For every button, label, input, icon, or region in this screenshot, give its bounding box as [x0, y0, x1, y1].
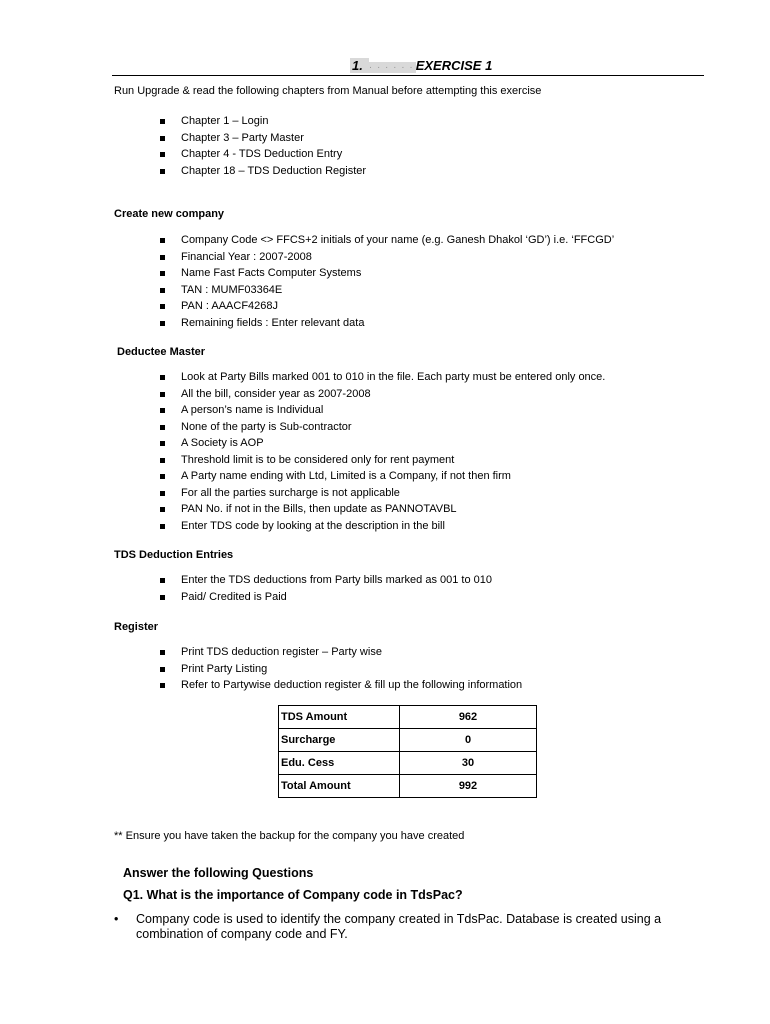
exercise-heading	[350, 58, 492, 73]
table-cell-value: 962	[400, 706, 537, 729]
list-item: PAN : AAACF4268J	[160, 298, 614, 315]
list-item: Print Party Listing	[160, 661, 522, 678]
table-row	[279, 706, 537, 729]
list-item: PAN No. if not in the Bills, then update as PANNOTAVBL	[160, 501, 605, 518]
table-cell-label: Surcharge	[279, 729, 400, 752]
list-item: Name Fast Facts Computer Systems	[160, 265, 614, 282]
list-item: Paid/ Credited is Paid	[160, 589, 492, 606]
list-item: All the bill, consider year as 2007-2008	[160, 386, 605, 403]
heading-title: EXERCISE 1	[415, 58, 493, 73]
list-item: For all the parties surcharge is not applicable	[160, 485, 605, 502]
summary-table	[278, 705, 537, 798]
intro-text: Run Upgrade & read the following chapters from Manual before attempting this exercise	[114, 85, 542, 97]
table-cell-value: 30	[400, 752, 537, 775]
table-row	[279, 729, 537, 752]
table-cell-value: 992	[400, 775, 537, 798]
create-company-list	[160, 232, 614, 331]
tds-entries-list	[160, 572, 492, 605]
heading-dots: · · · · · ·	[368, 62, 414, 73]
table-row	[279, 752, 537, 775]
question-1: Q1. What is the importance of Company code in TdsPac?	[123, 888, 463, 902]
list-item: TAN : MUMF03364E	[160, 282, 614, 299]
register-list	[160, 644, 522, 694]
table-row	[279, 775, 537, 798]
list-item: Threshold limit is to be considered only for rent payment	[160, 452, 605, 469]
list-item: Chapter 4 - TDS Deduction Entry	[160, 146, 366, 163]
section-title-tds-entries: TDS Deduction Entries	[114, 549, 234, 561]
deductee-master-list	[160, 369, 605, 534]
exercise-heading-rule	[112, 58, 704, 76]
list-item: Refer to Partywise deduction register & fill up the following information	[160, 677, 522, 694]
section-title-deductee-master: Deductee Master	[117, 346, 206, 358]
list-item: Chapter 3 – Party Master	[160, 130, 366, 147]
table-cell-label: TDS Amount	[279, 706, 400, 729]
answers-title: Answer the following Questions	[123, 866, 314, 880]
table-cell-value: 0	[400, 729, 537, 752]
list-item: A Society is AOP	[160, 435, 605, 452]
list-item: None of the party is Sub-contractor	[160, 419, 605, 436]
bullet-icon: •	[114, 912, 119, 926]
list-item: Print TDS deduction register – Party wise	[160, 644, 522, 661]
list-item: Chapter 1 – Login	[160, 113, 366, 130]
list-item: Remaining fields : Enter relevant data	[160, 315, 614, 332]
list-item: Financial Year : 2007-2008	[160, 249, 614, 266]
section-title-create-company: Create new company	[114, 208, 225, 220]
heading-number: 1.	[350, 58, 369, 73]
list-item: Enter TDS code by looking at the description in the bill	[160, 518, 605, 535]
chapter-list	[160, 113, 366, 179]
list-item: Chapter 18 – TDS Deduction Register	[160, 163, 366, 180]
answer-1-text: Company code is used to identify the company created in TdsPac. Database is created using a combination of company code and FY.	[136, 912, 662, 941]
list-item: A Party name ending with Ltd, Limited is a Company, if not then firm	[160, 468, 605, 485]
list-item: Company Code <> FFCS+2 initials of your name (e.g. Ganesh Dhakol ‘GD’) i.e. ‘FFCGD’	[160, 232, 614, 249]
backup-note: ** Ensure you have taken the backup for the company you have created	[114, 830, 465, 842]
table-cell-label: Edu. Cess	[279, 752, 400, 775]
table-cell-label: Total Amount	[279, 775, 400, 798]
list-item: Look at Party Bills marked 001 to 010 in the file. Each party must be entered only once.	[160, 369, 605, 386]
list-item: A person’s name is Individual	[160, 402, 605, 419]
list-item: Enter the TDS deductions from Party bills marked as 001 to 010	[160, 572, 492, 589]
section-title-register: Register	[114, 621, 159, 633]
